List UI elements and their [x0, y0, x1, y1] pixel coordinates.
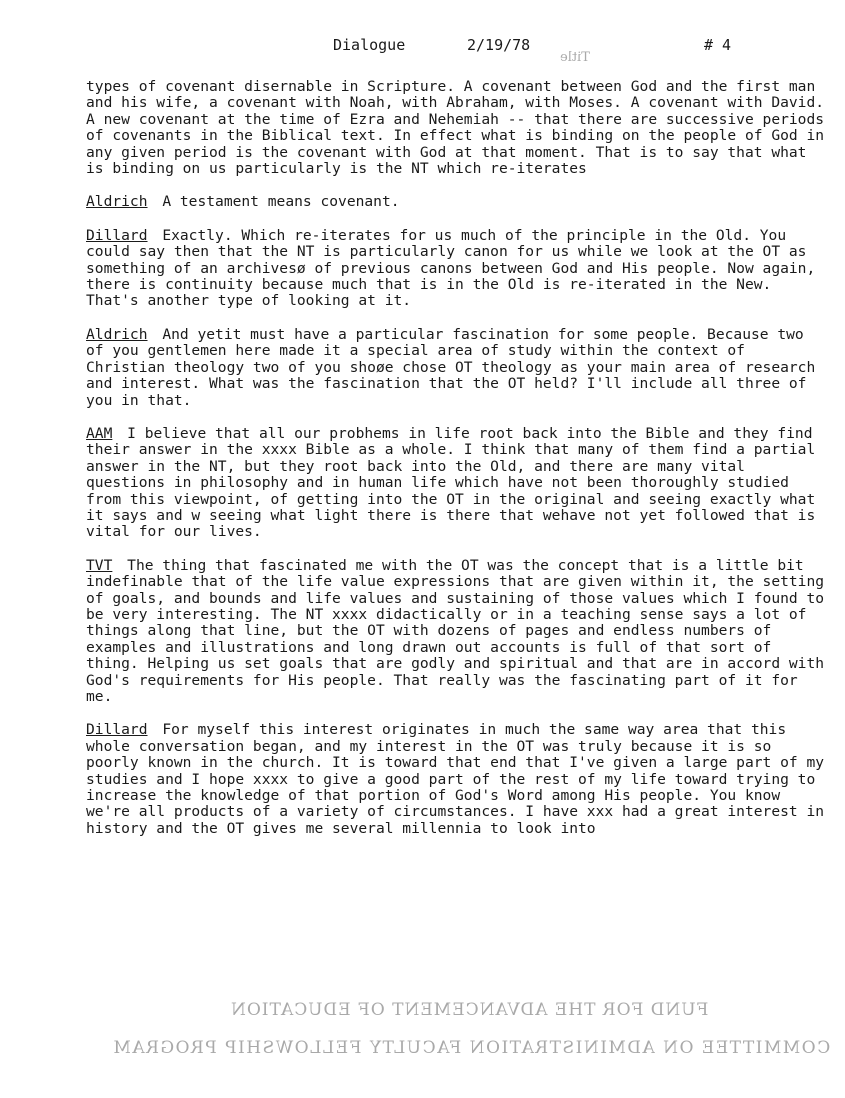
show-through-fund-heading: FUND FOR THE ADVANCEMENT OF EDUCATION: [230, 1000, 709, 1020]
speaker-label: TVT: [86, 556, 113, 574]
paragraph-text: types of covenant disernable in Scripture. A covenant between God and the first man and his wife, a covenant with Noah, with Abraham, with Moses. A covenant with David. A new covenant at the time of Ezra and Nehemiah -- that there are successive periods of covenants in the Biblical text. In effect what is binding on the people of God in any given period is the covenant with God at that moment. That is to say that what is binding on us particularly is the NT which re-iterates: [86, 78, 825, 178]
paragraph-continuation: [86, 79, 826, 177]
paragraph-text: I believe that all our probhems in life root back into the Bible and they find their answer in the xxxx Bible as a whole. I think that many of them find a partial answer in the NT, but they root back into the Old, and there are many vital questions in philosophy and in human life which have not been thoroughly studied from this viewpoint, of getting into the OT in the original and seeing exactly what it says and w seeing what light there is there that wehave not yet followed that is vital for our lives.: [86, 424, 816, 541]
paragraph-text: The thing that fascinated me with the OT was the concept that is a little bit indefinable that of the life value expressions that are given within it, the setting of goals, and bounds and life values and sustaining of those values which I found to be very interesting. The NT xxxx didactically or in a teaching sense says a lot of things along that line, but the OT with dozens of pages and endless numbers of examples and illustrations and long drawn out accounts is full of that sort of thing. Helping us set goals that are godly and spiritual and that are in accord with God's requirements for His people. That really was the fascinating part of it for me.: [86, 556, 825, 705]
speaker-label: AAM: [86, 424, 113, 442]
paragraph-aldrich-1: [86, 194, 826, 210]
paragraph-dillard-1: [86, 228, 826, 310]
paragraph-aldrich-2: [86, 327, 826, 409]
paragraph-dillard-2: [86, 722, 826, 837]
paragraph-text: For myself this interest originates in much the same way area that this whole conversation began, and my interest in the OT was truly because it is so poorly known in the church. It is toward that end that I've given a large part of my studies and I hope xxxx to give a good part of the rest of my life toward trying to increase the knowledge of that portion of God's Word among His people. You know we're all products of a variety of circumstances. I have xxx had a great interest in history and the OT gives me several millennia to look into: [86, 721, 825, 837]
paragraph-aam: [86, 426, 826, 541]
paragraph-text: Exactly. Which re-iterates for us much of the principle in the Old. You could say then that the NT is particularly canon for us while we look at the OT as something of an archivesø of previous canons between God and His people. Now again, there is continuity because much that is in the Old is re-iterated in the New. That's another type of looking at it.: [86, 226, 816, 310]
speaker-label: Dillard: [86, 721, 148, 739]
header-title: Dialogue: [333, 36, 406, 54]
header-page-number: # 4: [704, 36, 732, 54]
speaker-label: Dillard: [86, 226, 148, 244]
paragraph-text: And yetit must have a particular fascination for some people. Because two of you gentlemen here made it a special area of study within the context of Christian theology two of you shoøe chose OT theology as your main area of research and interest. What was the fascination that the OT held? I'll include all three of you in that.: [86, 325, 816, 409]
page-header: [0, 36, 845, 56]
speaker-label: Aldrich: [86, 193, 148, 211]
speaker-label: Aldrich: [86, 325, 148, 343]
show-through-title: Title: [560, 50, 590, 65]
transcript-body: [86, 79, 826, 854]
show-through-committee-heading: COMMITTEE ON ADMINISTRATION FACULTY FELLOWSHIP PROGRAM: [112, 1038, 831, 1058]
paragraph-text: A testament means covenant.: [162, 193, 400, 211]
paragraph-tvt: [86, 558, 826, 706]
header-date: 2/19/78: [467, 36, 531, 54]
